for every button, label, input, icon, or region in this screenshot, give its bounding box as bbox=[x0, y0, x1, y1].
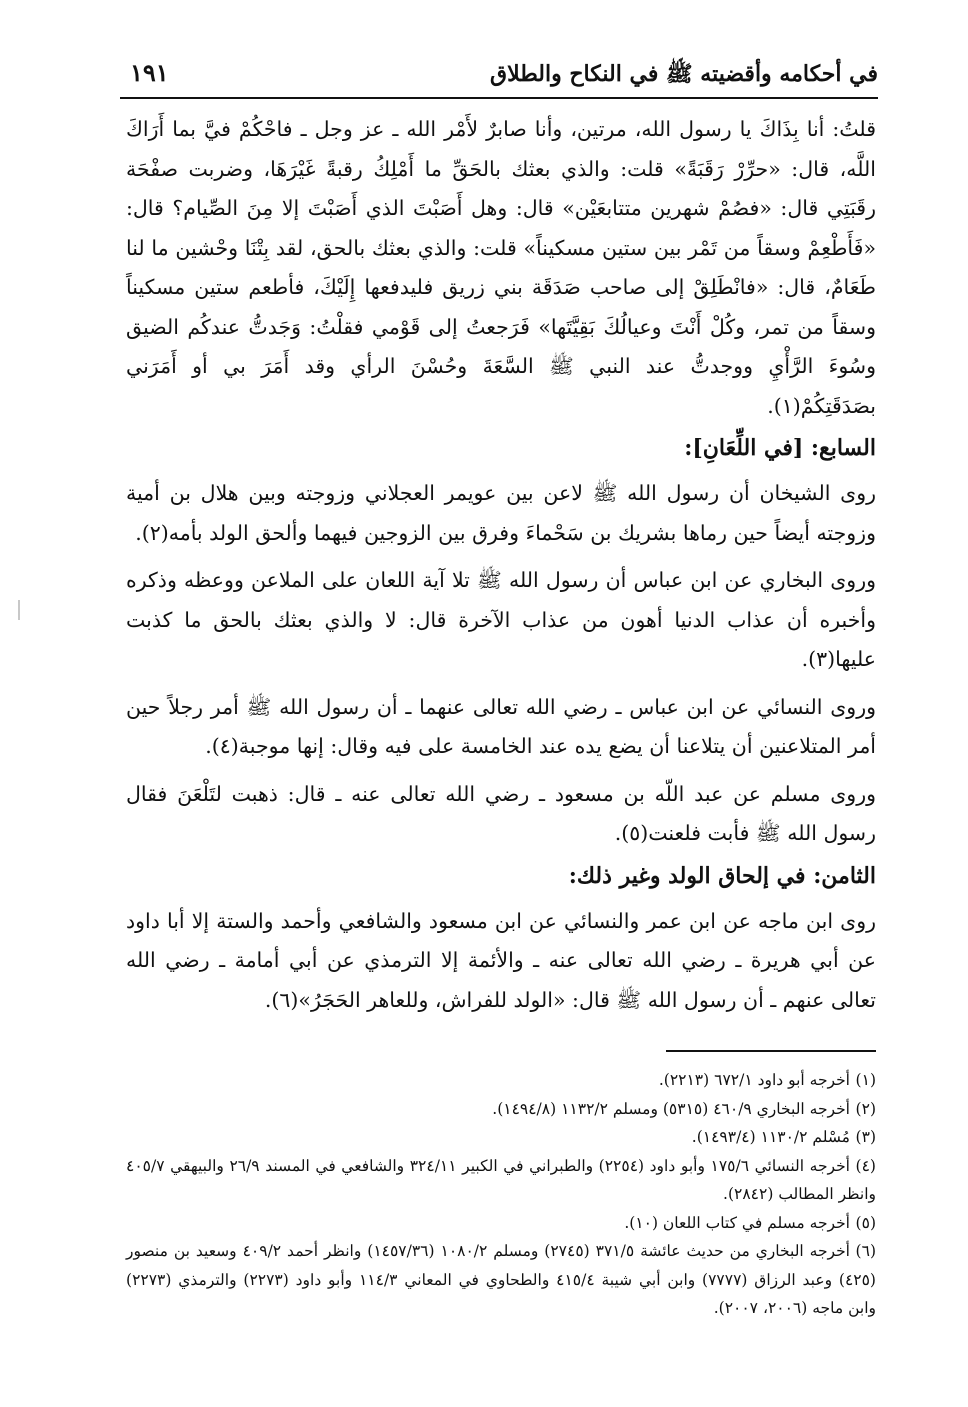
page-number: ١٩١ bbox=[130, 58, 169, 87]
paragraph: روى الشيخان أن رسول الله ﷺ لاعن بين عويمر العجلاني وزوجته وبين هلال بن أمية وزوجته أيضاً حين رماها بشريك بن سَحْماءَ وفرق بين الزوجين فيهما وألحق الولد بأمه(٢). bbox=[126, 481, 876, 545]
header-rule bbox=[120, 97, 878, 99]
scan-margin-mark bbox=[18, 600, 20, 620]
footnote bbox=[126, 1237, 876, 1323]
footnote-number: (٥) bbox=[855, 1213, 876, 1232]
main-text bbox=[126, 110, 876, 1020]
footnote-number: (١) bbox=[855, 1071, 876, 1089]
paragraph: وروى البخاري عن ابن عباس أن رسول الله ﷺ تلا آية اللعان على الملاعن ووعظه وذكره وأخبره أن عذاب الدنيا أهون من عذاب الآخرة قال: لا والذي بعثك بالحق ما كذبت عليها(٣). bbox=[126, 568, 876, 671]
footnote bbox=[126, 1152, 876, 1209]
footnote-number: (٤) bbox=[855, 1156, 876, 1175]
footnote-text: أخرجه النسائي ١٧٥/٦ وأبو داود (٢٢٥٤) والطبراني في الكبير ٣٢٤/١١ والشافعي في المسند ٢٦/٩ والبيهقي ٤٠٥/٧ وانظر المطالب (٢٨٤٢). bbox=[126, 1156, 876, 1203]
footnote-text: أخرجه البخاري من حديث عائشة ٣٧١/٥ (٢٧٤٥) ومسلم ١٠٨٠/٢ (١٤٥٧/٣٦) وانظر أحمد ٤٠٩/٢ وسعيد بن منصور (٤٢٥) وعبد الرزاق (٧٧٧٧) وابن أبي شيبة ٤١٥/٤ والطحاوي في المعاني ١١٤/٣ وأبو داود (٢٢٧٣) والترمذي (٢٢٧٣) وابن ماجه (٢٠٠٦، ٢٠٠٧). bbox=[126, 1242, 876, 1317]
footnote-number: (٦) bbox=[855, 1242, 876, 1260]
paragraph: قلتُ: أنا بِذَاكَ يا رسول الله، مرتين، وأنا صابرٌ لأَمْر الله ـ عز وجل ـ فاحْكُمْ فيَّ بما أَرَاكَ اللَّه، قال: «حرِّرْ رَقَبَةً» قلت: والذي بعثك بالحَقِّ ما أَمْلِكُ رقبةً غَيْرَهَا، وضربت صفْحَة رقَبَتِي قال: «فصُمْ شهرين متتابعَيْن» قال: وهل أَصَبْتَ الذي أَصَبْتَ إلا مِنَ الصِّيام؟ قال: «فَأَطْعِمْ وسقاً من تَمْر بين ستين مسكيناً» قلت: والذي بعثك بالحق، لقد بِتْنَا وحْشين ما لنا طَعَامٌ، قال: «فانْطَلِقْ إلى صاحب صَدَقَة بني زريق فليدفعها إِلَيْكَ، فأطعم ستين مسكيناً وسقاً من تمر، وكُلْ أَنْتَ وعيالُكَ بَقِيَّتَها» فَرَجعتُ إلى قَوْمي فقلْتُ: وَجَدتُّ عندكُم الضيق وسُوءَ الرَّأْيِ ووجدتُّ عند النبي ﷺ السَّعَةَ وحُسْنَ الرأي وقد أَمَرَ بي أو أَمَرَني بصَدَقَتِكُمْ(١). bbox=[126, 117, 876, 418]
footnote bbox=[126, 1095, 876, 1124]
section-heading: السابع: [في اللِّعَانِ]: bbox=[684, 435, 876, 461]
footnote-text: أخرجه مسلم في كتاب اللعان (١٠). bbox=[624, 1213, 850, 1232]
section-heading: الثامن: في إلحاق الولد وغير ذلك: bbox=[568, 862, 876, 889]
footnote bbox=[126, 1066, 876, 1095]
running-header bbox=[130, 56, 878, 96]
footnote-text: مُسْلم ١١٣٠/٢ (١٤٩٣/٤). bbox=[691, 1128, 850, 1146]
header-title: في أحكامه وأقضيته ﷺ في النكاح والطلاق bbox=[490, 61, 878, 87]
paragraph: وروى مسلم عن عبد اللّه بن مسعود ـ رضي الله تعالى عنه ـ قال: ذهبت لتَلْعَنَ فقال رسول الله ﷺ فأبت فلعنت(٥). bbox=[126, 781, 876, 845]
footnote bbox=[126, 1209, 876, 1238]
footnote-text: أخرجه أبو داود ٦٧٢/١ (٢٢١٣). bbox=[658, 1071, 850, 1089]
paragraph: وروى النسائي عن ابن عباس ـ رضي الله تعالى عنهما ـ أن رسول الله ﷺ أمر رجلاً حين أمر المتلاعنين أن يتلاعنا أن يضع يده عند الخامسة على فيه وقال: إنها موجبة(٤). bbox=[126, 694, 876, 758]
footnotes bbox=[126, 1066, 876, 1323]
footnote-number: (٢) bbox=[855, 1099, 876, 1118]
footnote bbox=[126, 1123, 876, 1152]
footnote-rule bbox=[666, 1050, 876, 1052]
paragraph: روى ابن ماجه عن ابن عمر والنسائي عن ابن مسعود والشافعي وأحمد والستة إلا أبا داود عن أبي هريرة ـ رضي الله تعالى عنه ـ والأئمة إلا الترمذي عن أبي أمامة ـ رضي الله تعالى عنهم ـ أن رسول الله ﷺ قال: «الولد للفراش، وللعاهر الحَجَرُ»(٦). bbox=[126, 908, 876, 1012]
footnote-text: أخرجه البخاري ٤٦٠/٩ (٥٣١٥) ومسلم ١١٣٢/٢ (١٤٩٤/٨). bbox=[492, 1099, 850, 1118]
footnote-number: (٣) bbox=[855, 1128, 876, 1146]
